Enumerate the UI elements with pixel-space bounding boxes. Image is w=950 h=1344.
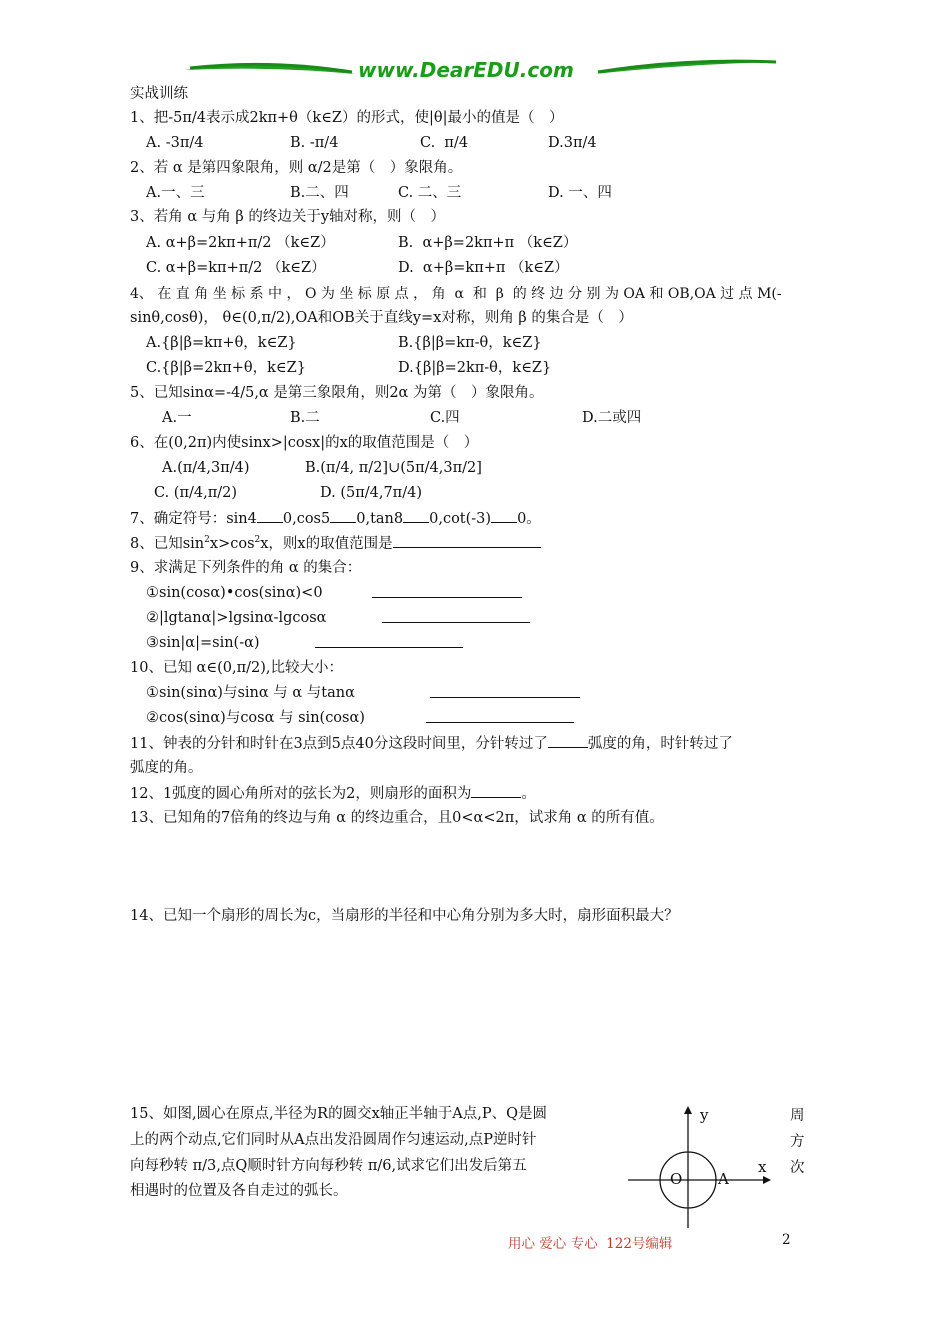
question-11-line-2: 弧度的角。 — [130, 760, 203, 776]
question-3: 3、若角 α 与角 β 的终边关于y轴对称，则（ ） — [130, 209, 446, 225]
option-1b: B. -π/4 — [290, 135, 339, 151]
q8-suffix: x，则x的取值范围是 — [260, 536, 393, 552]
option-5b: B.二 — [290, 410, 320, 426]
question-13: 13、已知角的7倍角的终边与角 α 的终边重合，且0<α<2π，试求角 α 的所有值。 — [130, 810, 664, 826]
q7-suffix: 0。 — [517, 511, 541, 527]
q9-item-1: ①sin(cosα)•cos(sinα)<0 — [146, 585, 323, 601]
option-1c: C. π/4 — [420, 135, 469, 151]
question-8 — [130, 533, 541, 554]
origin-label: O — [670, 1170, 683, 1188]
question-6: 6、在(0,2π)内使sinx>|cosx|的x的取值范围是（ ） — [130, 435, 479, 451]
option-6d: D. (5π/4,7π/4) — [320, 485, 422, 501]
q12-suffix: 。 — [521, 786, 536, 802]
option-4c: C.{β|β=2kπ+θ，k∈Z} — [146, 360, 306, 376]
q7-mid-1: 0,cos5 — [282, 511, 331, 527]
q7-blank-4[interactable] — [491, 508, 517, 523]
option-3c: C. α+β=kπ+π/2 （k∈Z） — [146, 260, 326, 276]
q7-blank-2[interactable] — [330, 508, 356, 523]
q10-item-1-blank[interactable] — [430, 683, 580, 698]
option-1d: D.3π/4 — [548, 135, 597, 151]
option-4d: D.{β|β=2kπ-θ，k∈Z} — [398, 360, 552, 376]
point-a-label: A — [718, 1170, 729, 1188]
page-title: 实战训练 — [130, 86, 188, 102]
q10-item-2: ②cos(sinα)与cosα 与 sin(cosα) — [146, 710, 365, 726]
question-9: 9、求满足下列条件的角 α 的集合： — [130, 560, 362, 576]
question-4-line-2: sinθ,cosθ)， θ∈(0,π/2),OA和OB关于直线y=x对称，则角 β 的集合是（ ） — [130, 310, 633, 326]
question-15-line-4: 相遇时的位置及各自走过的弧长。 — [130, 1183, 348, 1199]
header-banner — [180, 56, 780, 86]
q10-item-1: ①sin(sinα)与sinα 与 α 与tanα — [146, 685, 355, 701]
option-6c: C. (π/4,π/2) — [154, 485, 237, 501]
q7-prefix: 7、确定符号：sin4 — [130, 511, 257, 527]
q7-mid-2: 0,tan8 — [356, 511, 404, 527]
q15-side-char-2: 方 — [790, 1134, 805, 1150]
question-7 — [130, 508, 541, 529]
circle-coordinate-figure — [628, 1100, 778, 1230]
q8-exponent-1: 2 — [204, 535, 210, 546]
y-axis-arrow-icon — [684, 1106, 692, 1114]
q9-item-2-blank[interactable] — [382, 608, 530, 623]
q7-blank-1[interactable] — [257, 508, 283, 523]
q15-side-char-3: 次 — [790, 1160, 805, 1176]
question-11 — [130, 733, 733, 754]
q9-item-3-blank[interactable] — [315, 633, 463, 648]
question-2: 2、若 α 是第四象限角，则 α/2是第（ ）象限角。 — [130, 160, 463, 176]
question-14: 14、已知一个扇形的周长为c，当扇形的半径和中心角分别为多大时，扇形面积最大？ — [130, 908, 679, 924]
question-1: 1、把-5π/4表示成2kπ+θ（k∈Z）的形式，使|θ|最小的值是（ ） — [130, 110, 564, 126]
option-3b: B. α+β=2kπ+π （k∈Z） — [398, 235, 578, 251]
question-4-line-1: 4、 在 直 角 坐 标 系 中 ， O 为 坐 标 原 点 ， 角 α 和 β 的 终 边 分 别 为 OA 和 OB,OA 过 点 M(- — [130, 286, 782, 302]
q12-prefix: 12、1弧度的圆心角所对的弦长为2，则扇形的面积为 — [130, 786, 472, 802]
question-5: 5、已知sinα=-4/5,α 是第三象限角，则2α 为第（ ）象限角。 — [130, 385, 544, 401]
q9-item-3: ③sin|α|=sin(-α) — [146, 635, 260, 651]
option-4a: A.{β|β=kπ+θ，k∈Z} — [146, 335, 297, 351]
option-3d: D. α+β=kπ+π （k∈Z） — [398, 260, 569, 276]
q10-item-2-blank[interactable] — [426, 708, 574, 723]
x-axis-arrow-icon — [763, 1176, 771, 1184]
y-axis-label: y — [700, 1106, 709, 1124]
q8-answer-blank[interactable] — [393, 533, 541, 548]
q8-exponent-2: 2 — [254, 535, 261, 546]
footer-note: 用心 爱心 专心 122号编辑 — [508, 1236, 673, 1252]
q9-item-1-blank[interactable] — [372, 583, 522, 598]
option-6b: B.(π/4, π/2]∪(5π/4,3π/2] — [305, 460, 482, 476]
q8-prefix: 8、已知sin — [130, 536, 205, 552]
option-4b: B.{β|β=kπ-θ，k∈Z} — [398, 335, 542, 351]
q15-side-char-1: 周 — [790, 1108, 805, 1124]
site-logo-text: www.DearEDU.com — [358, 58, 574, 82]
q8-mid: x>cos — [209, 536, 255, 552]
q9-item-2: ②|lgtanα|>lgsinα-lgcosα — [146, 610, 327, 626]
option-1a: A. -3π/4 — [146, 135, 204, 151]
q7-mid-3: 0,cot(-3) — [429, 511, 492, 527]
question-10: 10、已知 α∈(0,π/2),比较大小： — [130, 660, 343, 676]
q11-blank-1[interactable] — [548, 733, 588, 748]
question-15-line-3: 向每秒转 π/3,点Q顺时针方向每秒转 π/6,试求它们出发后第五 — [130, 1158, 527, 1174]
option-5c: C.四 — [430, 410, 460, 426]
question-12 — [130, 783, 536, 804]
option-2d: D. 一、四 — [548, 185, 612, 201]
q7-blank-3[interactable] — [403, 508, 429, 523]
q12-answer-blank[interactable] — [471, 783, 521, 798]
option-5a: A.一 — [162, 410, 192, 426]
x-axis-label: x — [758, 1158, 767, 1176]
option-2c: C. 二、三 — [398, 185, 462, 201]
q11-prefix: 11、钟表的分针和时针在3点到5点40分这段时间里，分针转过了 — [130, 736, 548, 752]
q11-suffix: 弧度的角，时针转过了 — [587, 736, 733, 752]
option-2a: A.一、三 — [146, 185, 205, 201]
option-3a: A. α+β=2kπ+π/2 （k∈Z） — [146, 235, 335, 251]
question-15-line-1: 15、如图,圆心在原点,半径为R的圆交x轴正半轴于A点,P、Q是圆 — [130, 1106, 547, 1122]
question-15-line-2: 上的两个动点,它们同时从A点出发沿圆周作匀速运动,点P逆时针 — [130, 1132, 537, 1148]
option-6a: A.(π/4,3π/4) — [162, 460, 250, 476]
page-number: 2 — [782, 1232, 791, 1248]
option-2b: B.二、四 — [290, 185, 349, 201]
option-5d: D.二或四 — [582, 410, 642, 426]
